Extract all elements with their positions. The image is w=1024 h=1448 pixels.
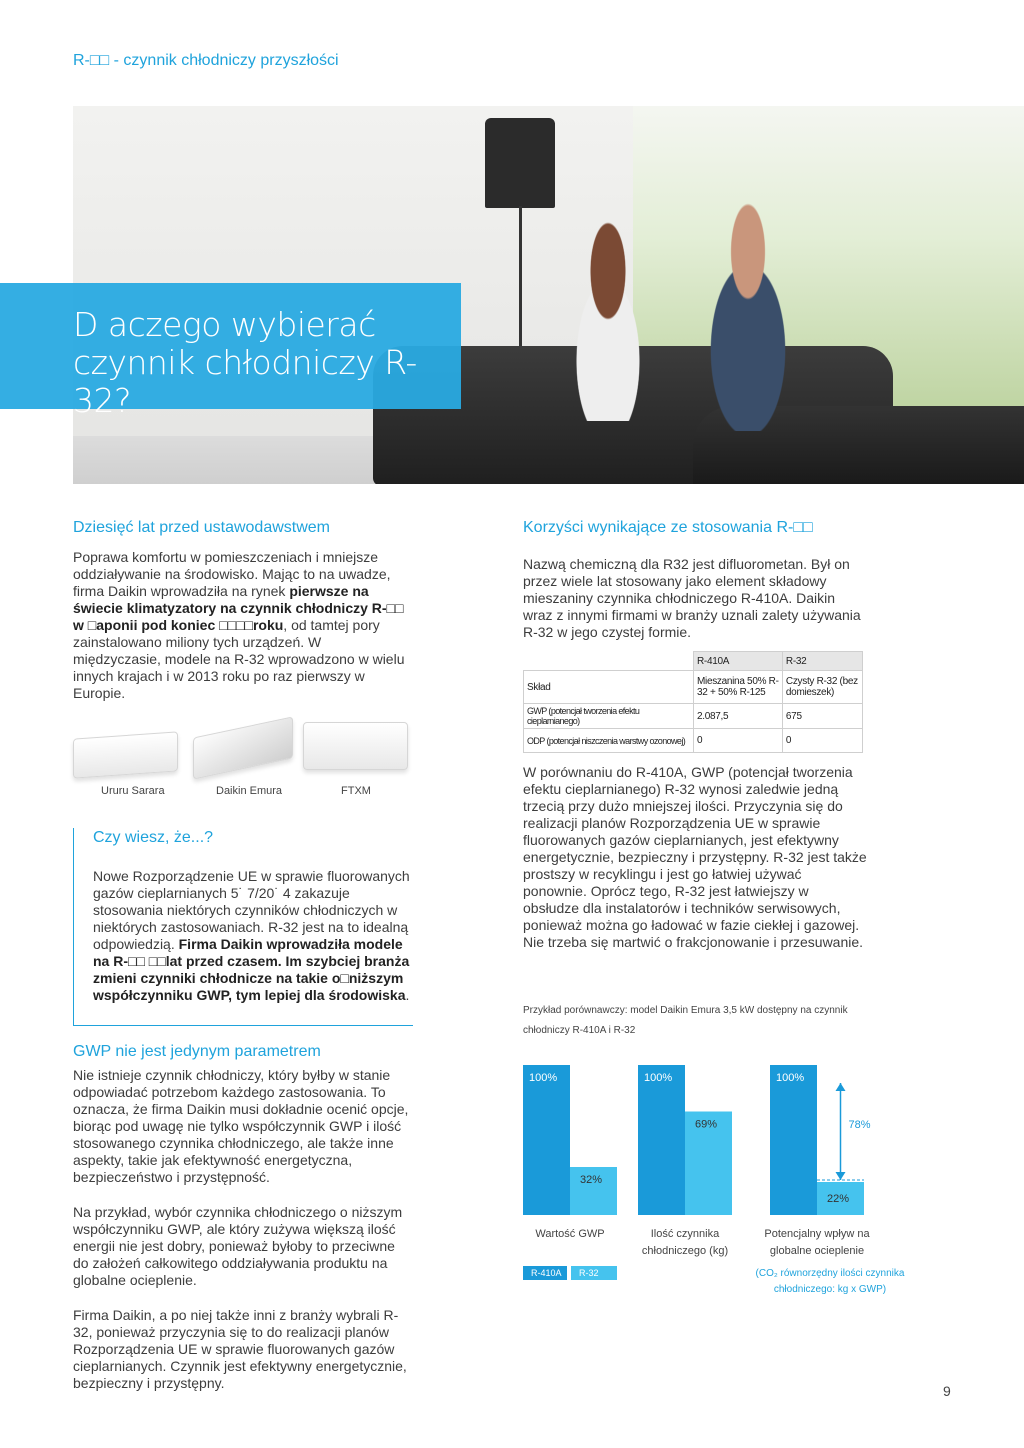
benefits-paragraph-2: W porównaniu do R-410A, GWP (potencjał tworzenia efektu cieplarnianego) R-32 wynosi zaledwie jedną trzecią przy dużo mniejszej ilości. Przyczynia się do realizacji planów Rozporządzenia UE w sprawie fluorowanych gazów cieplarnianych, jest efektywny energetycznie, bezpieczny i przystępny. R-32 jest także prostszy w recyklingu i jest go łatwiej używać ponownie. Oprócz tego, R-32 jest łatwiejszy w obsłudze dla instalatorów i techników serwisowych, ponieważ można go ładować w fazie ciekłej i gazowej. Nie trzeba się martwić o frakcjonowanie i przesuwanie. <box>523 764 867 950</box>
product-label: Daikin Emura <box>216 785 283 797</box>
bar-r410a <box>770 1065 817 1215</box>
bar-value-label: 100% <box>644 1072 673 1084</box>
page-number: 9 <box>943 1383 951 1399</box>
table-header-cell <box>524 652 694 671</box>
bar-r410a <box>638 1065 685 1215</box>
bar-value-label: 22% <box>827 1193 850 1205</box>
product-label: FTXM <box>341 785 371 797</box>
daikin-emura-unit <box>193 716 293 779</box>
gwp-paragraph-1: Nie istnieje czynnik chłodniczy, który byłby w stanie odpowiadać potrzebom każdego zastosowania. To oznacza, że firma Daikin musi dokładnie ocenić opcje, biorąc pod uwagę nie tylko współczynnik GWP i ilość stosowanego czynnika chłodniczego, ale także inne aspekty, takie jak efektywność energetyczna, bezpieczeństwo i przystępność. <box>73 1067 409 1185</box>
table-row <box>524 671 863 704</box>
category-label: chłodniczego (kg) <box>641 1245 729 1257</box>
table-cell: GWP (potencjał tworzenia efektu cieplarnianego) <box>524 704 694 729</box>
man-figure <box>683 201 813 431</box>
table-cell: 2.087,5 <box>694 704 783 729</box>
section-title-benefits: Korzyści wynikające ze stosowania R-□□ <box>523 519 813 536</box>
bar-value-label: 100% <box>529 1072 558 1084</box>
did-you-know-p: Nowe Rozporządzenie UE w sprawie fluorowanych gazów cieplarnianych 5˙ 7/20˙ 4 zakazuje stosowania niektórych czynników chłodniczych w niektórych zastosowaniach. R-32 jest na to idealną odpowiedzią. <box>93 868 410 952</box>
reduction-arrowhead-down <box>836 1172 846 1180</box>
table-cell: 0 <box>782 729 862 753</box>
hero-title <box>73 306 453 420</box>
legend-r410a: R-410A <box>523 1266 567 1280</box>
category-label: globalne ocieplenie <box>769 1245 865 1257</box>
floor-lamp-pole <box>519 206 522 356</box>
category-label: Wartość GWP <box>535 1228 605 1240</box>
ftxm-unit <box>303 722 408 770</box>
category-label: Ilość czynnika <box>650 1228 720 1240</box>
table-cell: 0 <box>694 729 783 753</box>
ururu-sarara-unit <box>73 731 178 778</box>
ten-years-p1-end: , od tamtej pory zainstalowano miliony tych urządzeń. W międzyczasie, modele na R-32 wprowadzono w wielu innych krajach i w 2013 roku po raz pierwszy w Europie. <box>73 617 405 701</box>
did-you-know-title: Czy wiesz, że...? <box>93 829 214 846</box>
table-cell: Skład <box>524 671 694 704</box>
table-header-cell: R-32 <box>782 652 862 671</box>
bar-r410a <box>523 1065 570 1215</box>
legend-r32: R-32 <box>571 1266 617 1280</box>
section-title-ten-years: Dziesięć lat przed ustawodawstwem <box>73 519 330 536</box>
table-cell: ODP (potencjał niszczenia warstwy ozonowej) <box>524 729 694 753</box>
bar-value-label: 100% <box>776 1072 805 1084</box>
ten-years-bold: pierwsze na świecie klimatyzatory na czynnik chłodniczy R-□□ w □aponii pod koniec □□□□roku <box>73 583 404 633</box>
table-cell: Czysty R-32 (bez domieszek) <box>782 671 862 704</box>
comparison-table <box>523 651 863 753</box>
did-you-know-end: . <box>405 987 410 1003</box>
hero-title-line1: D aczego wybierać <box>73 305 376 344</box>
impact-note: (CO₂ równorzędny ilości czynnika chłodniczego: kg x GWP) <box>755 1268 905 1295</box>
table-header-cell: R-410A <box>694 652 783 671</box>
woman-figure <box>553 221 663 421</box>
table-cell: 675 <box>782 704 862 729</box>
benefits-paragraph-1: Nazwą chemiczną dla R32 jest difluorometan. Był on przez wiele lat stosowany jako element składowy mieszaniny czynnika chłodniczego R-410A. Daikin wraz z innymi firmami w branży uznali zalety używania R-32 w jego czystej formie. <box>523 556 861 640</box>
chart-note: Przykład porównawczy: model Daikin Emura 3,5 kW dostępny na czynnik chłodniczy R-410A i R-32 <box>523 1005 848 1036</box>
did-you-know-bold: Firma Daikin wprowadziła modele na R-□□ □□lat przed czasem. Im szybciej branża zmieni czynniki chłodnicze na takie o□niższym współczynniku GWP, tym lepiej dla środowiska <box>93 936 410 1003</box>
bar-value-label: 69% <box>695 1118 718 1131</box>
table-header-row <box>524 652 863 671</box>
reduction-arrowhead-up <box>836 1083 846 1091</box>
hero-title-line2: czynnik chłodniczy R-32? <box>73 343 417 420</box>
floor-lamp <box>485 118 555 208</box>
bar-value-label: 32% <box>580 1174 603 1186</box>
reduction-label: 78% <box>848 1119 871 1131</box>
product-images <box>73 717 413 807</box>
did-you-know-text <box>93 868 413 1004</box>
gwp-paragraph-3: Firma Daikin, a po niej także inni z branży wybrali R-32, ponieważ przyczynia się to do realizacji planów Rozporządzenia UE w sprawie fluorowanych gazów cieplarnianych. Czynnik jest efektywny energetycznie, bezpieczny i przystępny. <box>73 1307 407 1391</box>
gwp-paragraph-2: Na przykład, wybór czynnika chłodniczego o niższym współczynniku GWP, ale który zużywa większą ilość energii nie jest dobry, ponieważ byłoby to przeciwne do założeń całkowitego oddziaływania produktu na globalne ocieplenie. <box>73 1204 403 1288</box>
product-label: Ururu Sarara <box>101 785 165 797</box>
table-row <box>524 704 863 729</box>
table-cell: Mieszanina 50% R-32 + 50% R-125 <box>694 671 783 704</box>
section-title-gwp: GWP nie jest jedynym parametrem <box>73 1043 321 1060</box>
page-header-title: R-□□ - czynnik chłodniczy przyszłości <box>73 52 339 69</box>
category-label: Potencjalny wpływ na <box>764 1228 870 1240</box>
section-ten-years-text <box>73 549 413 702</box>
ten-years-p1: Poprawa komfortu w pomieszczeniach i mniejsze oddziaływanie na środowisko. Mając to na uwadze, firma Daikin wprowadziła na rynek <box>73 549 391 599</box>
table-row <box>524 729 863 753</box>
